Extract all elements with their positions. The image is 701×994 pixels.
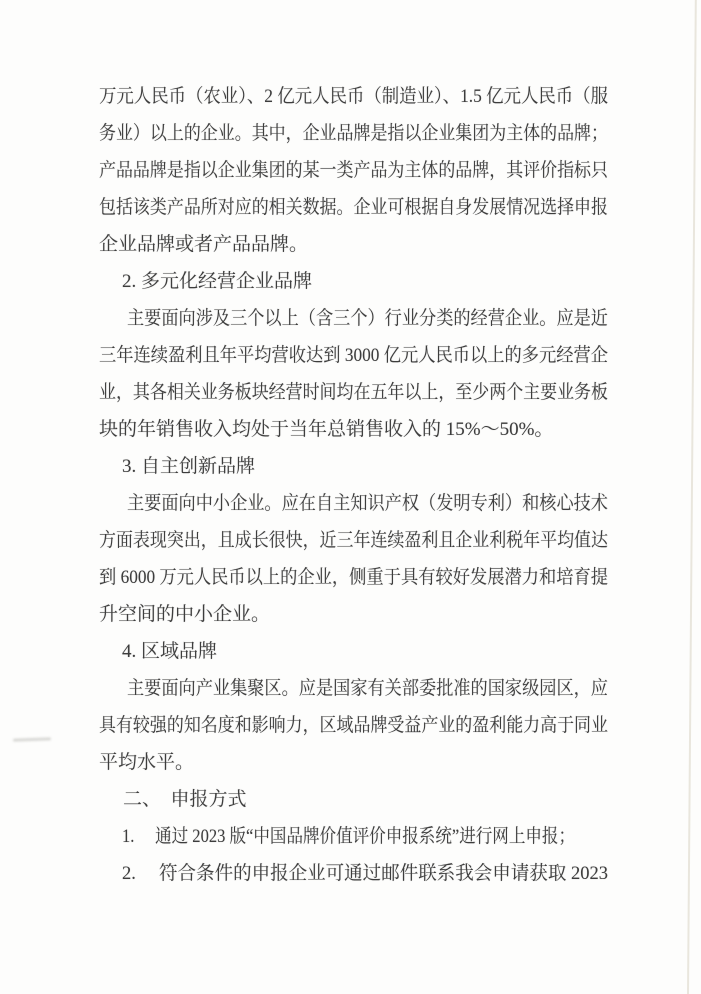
- text-line: [99, 818, 608, 855]
- text-line: [99, 78, 608, 115]
- text-line-content: 三年连续盈利且年平均营收达到 3000 亿元人民币以上的多元经营企: [99, 345, 608, 366]
- text-line: [99, 559, 608, 596]
- text-line: [99, 300, 608, 337]
- text-line-content: 升空间的中小企业。: [99, 604, 271, 625]
- text-line: [99, 744, 608, 781]
- text-line: [99, 855, 608, 892]
- text-line-content: 1. 通过 2023 版“中国品牌价值评价申报系统”进行网上申报；: [122, 826, 575, 847]
- text-line-content: 块的年销售收入均处于当年总销售收入的 15%～50%。: [99, 419, 554, 440]
- text-line-content: 务业）以上的企业。其中，企业品牌是指以企业集团为主体的品牌；: [99, 123, 608, 144]
- text-line-content: 具有较强的知名度和影响力，区域品牌受益产业的盈利能力高于同业: [99, 715, 608, 736]
- text-line-content: 4. 区域品牌: [122, 641, 218, 662]
- text-line-content: 业，其各相关业务板块经营时间均在五年以上，至少两个主要业务板: [99, 382, 608, 403]
- text-line-content: 2. 多元化经营企业品牌: [122, 271, 313, 292]
- text-line-content: 主要面向产业集聚区。应是国家有关部委批准的国家级园区，应: [127, 678, 608, 699]
- text-line-content: 包括该类产品所对应的相关数据。企业可根据自身发展情况选择申报: [99, 197, 608, 218]
- text-line: [99, 374, 608, 411]
- text-line-content: 产品品牌是指以企业集团的某一类产品为主体的品牌，其评价指标只: [99, 160, 608, 181]
- text-block: [99, 78, 608, 892]
- text-line-content: 到 6000 万元人民币以上的企业，侧重于具有较好发展潜力和培育提: [99, 567, 608, 588]
- text-line: [99, 670, 608, 707]
- text-line: [99, 226, 608, 263]
- text-line: [99, 781, 608, 818]
- smudge-mark: [13, 737, 51, 741]
- text-line-content: 3. 自主创新品牌: [122, 456, 256, 477]
- text-line-content: 企业品牌或者产品品牌。: [99, 234, 309, 255]
- text-line: [99, 633, 608, 670]
- text-line-content: 万元人民币（农业）、2 亿元人民币（制造业）、1.5 亿元人民币（服: [99, 86, 608, 107]
- text-line: [99, 707, 608, 744]
- scan-edge-line: [687, 0, 697, 994]
- text-line: [99, 448, 608, 485]
- text-line-content: 主要面向中小企业。应在自主知识产权（发明专利）和核心技术: [127, 493, 608, 514]
- text-line: [99, 263, 608, 300]
- text-line: [99, 189, 608, 226]
- text-line: [99, 411, 608, 448]
- text-line: [99, 596, 608, 633]
- text-line: [99, 152, 608, 189]
- text-line-content: 二、 申报方式: [123, 789, 247, 810]
- text-line-content: 方面表现突出，且成长很快，近三年连续盈利且企业利税年平均值达: [99, 530, 608, 551]
- text-line: [99, 337, 608, 374]
- text-line-content: 主要面向涉及三个以上（含三个）行业分类的经营企业。应是近: [127, 308, 608, 329]
- text-line: [99, 485, 608, 522]
- text-line: [99, 115, 608, 152]
- text-line-content: 平均水平。: [99, 752, 195, 773]
- text-line: [99, 522, 608, 559]
- text-line-content: 2. 符合条件的申报企业可通过邮件联系我会申请获取 2023: [122, 863, 608, 884]
